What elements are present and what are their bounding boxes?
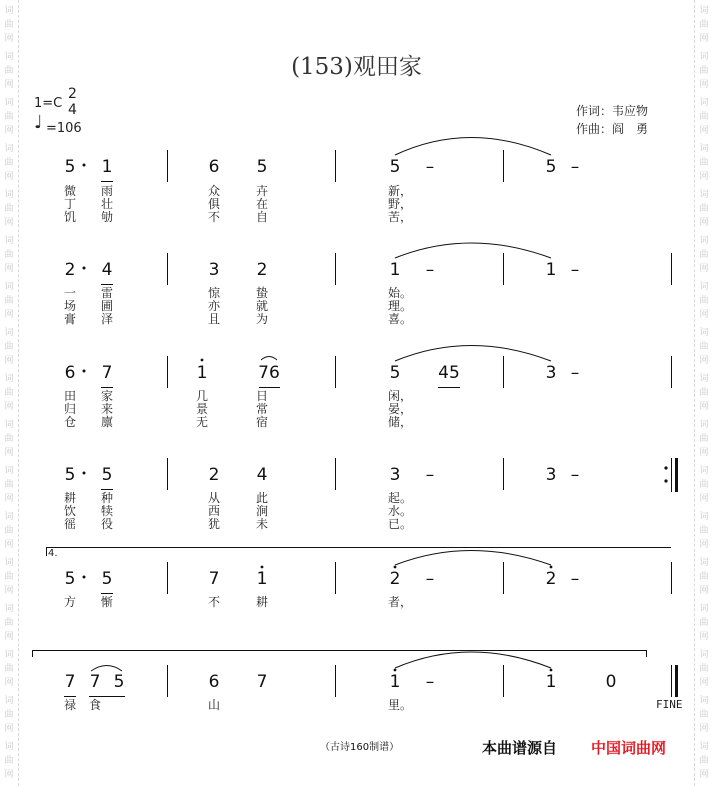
watermark-glyph: 网 — [4, 264, 14, 274]
lyric: 日 — [255, 389, 269, 403]
watermark-glyph: 网 — [4, 448, 14, 458]
watermark-glyph: 曲 — [699, 112, 709, 122]
watermark-glyph: 曲 — [699, 572, 709, 582]
watermark-glyph: 网 — [4, 724, 14, 734]
lyric: 景 — [195, 402, 209, 416]
watermark-glyph: 曲 — [699, 388, 709, 398]
lyric: 不 — [207, 595, 221, 609]
dash: – — [425, 157, 435, 177]
lyric: 野， — [387, 197, 413, 211]
watermark-glyph: 网 — [699, 678, 709, 688]
note: 5 — [256, 157, 268, 177]
watermark-glyph: 词 — [4, 742, 14, 752]
composer-credit: 作曲：阎 勇 — [576, 122, 649, 136]
watermark-glyph: 网 — [699, 34, 709, 44]
note: 5 — [113, 672, 125, 692]
lyric: 无 — [195, 415, 209, 429]
lyric: 惊 — [207, 286, 221, 300]
lyric: 食 — [88, 698, 102, 712]
note: 45 — [438, 363, 460, 383]
watermark-glyph: 词 — [4, 6, 14, 16]
watermark-glyph: 曲 — [4, 572, 14, 582]
lyric: 且 — [207, 312, 221, 326]
octave-dot — [261, 566, 264, 569]
note: 1 — [389, 260, 401, 280]
watermark-glyph: 曲 — [4, 710, 14, 720]
note: 1 — [389, 672, 401, 692]
lyric: 耕 — [63, 491, 77, 505]
note: 1 — [545, 260, 557, 280]
octave-dot — [550, 669, 553, 672]
watermark-glyph: 网 — [699, 172, 709, 182]
note: 3 — [389, 465, 401, 485]
watermark-glyph: 词 — [699, 236, 709, 246]
watermark-glyph: 曲 — [699, 434, 709, 444]
note: 76 — [258, 363, 280, 383]
watermark-glyph: 词 — [699, 6, 709, 16]
note: 5 — [64, 569, 76, 589]
watermark-glyph: 网 — [4, 218, 14, 228]
lyric: 壮 — [100, 197, 114, 211]
octave-dot — [394, 669, 397, 672]
arrangement-note: （古诗160制谱） — [320, 742, 400, 753]
time-signature-top: 2 — [68, 86, 77, 102]
lyric: 役 — [100, 517, 114, 531]
watermark-glyph: 词 — [4, 374, 14, 384]
watermark-glyph: 词 — [4, 604, 14, 614]
watermark-glyph: 词 — [4, 236, 14, 246]
watermark-glyph: 曲 — [4, 480, 14, 490]
note: 2 — [64, 260, 76, 280]
watermark-glyph: 网 — [4, 586, 14, 596]
watermark-glyph: 曲 — [4, 204, 14, 214]
note: 3 — [545, 363, 557, 383]
watermark-glyph: 词 — [4, 420, 14, 430]
watermark-glyph: 网 — [699, 448, 709, 458]
lyric: 圃 — [100, 299, 114, 313]
watermark-glyph: 网 — [4, 770, 14, 780]
octave-dot — [394, 566, 397, 569]
note: 5 — [64, 465, 76, 485]
lyric: 新， — [387, 184, 413, 198]
watermark-glyph: 曲 — [699, 296, 709, 306]
lyric: 在 — [255, 197, 269, 211]
watermark-glyph: 词 — [4, 558, 14, 568]
watermark-glyph: 词 — [4, 52, 14, 62]
lyric: 始。 — [387, 286, 413, 300]
lyric: 西 — [207, 504, 221, 518]
note: 2 — [208, 465, 220, 485]
rhythm-dot — [83, 576, 86, 579]
note: 5 — [64, 157, 76, 177]
watermark-glyph: 词 — [699, 98, 709, 108]
note: 2 — [545, 569, 557, 589]
note: 1 — [256, 569, 268, 589]
lyricist-credit: 作词：韦应物 — [576, 104, 649, 118]
rest: 0 — [605, 672, 617, 692]
lyric: 蛰 — [255, 286, 269, 300]
lyric: 已。 — [387, 517, 413, 531]
watermark-glyph: 网 — [4, 172, 14, 182]
lyric: 储， — [387, 415, 413, 429]
watermark-glyph: 词 — [699, 190, 709, 200]
watermark-glyph: 词 — [4, 328, 14, 338]
lyric: 几 — [195, 389, 209, 403]
watermark-glyph: 网 — [699, 402, 709, 412]
rhythm-dot — [83, 472, 86, 475]
watermark-glyph: 曲 — [4, 66, 14, 76]
lyric: 廪 — [100, 415, 114, 429]
watermark-glyph: 词 — [699, 466, 709, 476]
watermark-glyph: 曲 — [699, 250, 709, 260]
lyric: 方 — [63, 595, 77, 609]
dash: – — [425, 465, 435, 485]
slur — [91, 666, 122, 672]
lyric: 里。 — [387, 698, 413, 712]
dash: – — [425, 260, 435, 280]
dash: – — [570, 569, 580, 589]
watermark-glyph: 词 — [699, 52, 709, 62]
octave-dot — [201, 359, 204, 362]
watermark-glyph: 曲 — [699, 20, 709, 30]
watermark-glyph: 词 — [699, 512, 709, 522]
lyric: 常 — [255, 402, 269, 416]
tie — [395, 138, 551, 156]
watermark-glyph: 词 — [699, 282, 709, 292]
lyric: 从 — [207, 491, 221, 505]
lyric: 雨 — [100, 184, 114, 198]
watermark-glyph: 网 — [699, 586, 709, 596]
watermark-glyph: 曲 — [699, 710, 709, 720]
note: 1 — [101, 157, 113, 177]
rhythm-dot — [83, 164, 86, 167]
watermark-glyph: 词 — [699, 696, 709, 706]
watermark-glyph: 曲 — [699, 526, 709, 536]
watermark-glyph: 曲 — [699, 66, 709, 76]
watermark-glyph: 曲 — [4, 250, 14, 260]
note: 3 — [208, 260, 220, 280]
watermark-glyph: 词 — [699, 374, 709, 384]
watermark-glyph: 网 — [699, 264, 709, 274]
lyric: 不 — [207, 210, 221, 224]
dash: – — [570, 157, 580, 177]
watermark-glyph: 网 — [699, 632, 709, 642]
lyric: 此 — [255, 491, 269, 505]
note: 7 — [101, 363, 113, 383]
lyric: 起。 — [387, 491, 413, 505]
lyric: 苦， — [387, 210, 413, 224]
watermark-glyph: 曲 — [699, 480, 709, 490]
watermark-glyph: 曲 — [699, 158, 709, 168]
note: 1 — [545, 672, 557, 692]
lyric: 惭 — [100, 595, 114, 609]
watermark-glyph: 词 — [699, 742, 709, 752]
note: 5 — [389, 157, 401, 177]
watermark-glyph: 网 — [4, 402, 14, 412]
final-barline-thick — [675, 665, 678, 697]
lyric: 为 — [255, 312, 269, 326]
lyric: 饥 — [63, 210, 77, 224]
slur — [395, 346, 551, 362]
tempo-marking: =106 — [46, 121, 82, 136]
watermark-glyph: 曲 — [4, 296, 14, 306]
lyric: 种 — [100, 491, 114, 505]
rhythm-dot — [83, 267, 86, 270]
note: 4 — [101, 260, 113, 280]
watermark-glyph: 曲 — [4, 756, 14, 766]
dash: – — [425, 569, 435, 589]
watermark-glyph: 词 — [699, 650, 709, 660]
fine-marking: FINE — [656, 698, 683, 711]
dash: – — [570, 363, 580, 383]
lyric: 归 — [63, 402, 77, 416]
song-title: (153)观田家 — [291, 54, 422, 80]
lyric: 来 — [100, 402, 114, 416]
watermark-glyph: 曲 — [699, 618, 709, 628]
key-signature: 1=C — [34, 96, 63, 111]
watermark-glyph: 词 — [4, 512, 14, 522]
watermark-glyph: 网 — [4, 540, 14, 550]
lyric: 卉 — [255, 184, 269, 198]
watermark-glyph: 词 — [4, 98, 14, 108]
rhythm-dot — [83, 370, 86, 373]
lyric: 丁 — [63, 197, 77, 211]
watermark-glyph: 网 — [4, 632, 14, 642]
tie — [395, 243, 551, 258]
watermark-glyph: 网 — [699, 770, 709, 780]
note: 5 — [545, 157, 557, 177]
source-label: 本曲谱源自 — [482, 739, 558, 757]
watermark-glyph: 网 — [699, 80, 709, 90]
watermark-glyph: 曲 — [4, 388, 14, 398]
watermark-glyph: 网 — [4, 80, 14, 90]
lyric: 微 — [63, 184, 77, 198]
watermark-glyph: 曲 — [699, 756, 709, 766]
note: 6 — [208, 157, 220, 177]
watermark-glyph: 网 — [699, 126, 709, 136]
lyric: 家 — [100, 389, 114, 403]
watermark-glyph: 网 — [4, 34, 14, 44]
source-site-link[interactable]: 中国词曲网 — [591, 739, 667, 757]
note: 5 — [101, 465, 113, 485]
lyric: 自 — [255, 210, 269, 224]
lyric: 场 — [63, 299, 77, 313]
lyric: 一 — [63, 286, 77, 300]
lyric: 劬 — [100, 210, 114, 224]
lyric: 俱 — [207, 197, 221, 211]
watermark-glyph: 曲 — [4, 342, 14, 352]
lyric: 水。 — [387, 504, 413, 518]
lyric: 理。 — [387, 299, 413, 313]
watermark-glyph: 网 — [4, 126, 14, 136]
repeat-dot — [664, 479, 667, 482]
lyric: 犊 — [100, 504, 114, 518]
lyric: 闲， — [387, 389, 413, 403]
watermark-glyph: 曲 — [4, 20, 14, 30]
lyric: 犹 — [207, 517, 221, 531]
watermark-glyph: 词 — [699, 420, 709, 430]
lyric: 亦 — [207, 299, 221, 313]
note: 7 — [64, 672, 76, 692]
lyric: 山 — [207, 698, 221, 712]
repeat-barline-thick — [675, 458, 678, 492]
dash: – — [570, 465, 580, 485]
lyric: 徭 — [63, 517, 77, 531]
lyric: 就 — [255, 299, 269, 313]
watermark-glyph: 词 — [4, 144, 14, 154]
slur — [261, 357, 277, 361]
watermark-glyph: 词 — [699, 328, 709, 338]
watermark-glyph: 曲 — [4, 664, 14, 674]
watermark-glyph: 网 — [699, 724, 709, 734]
lyric: 田 — [63, 389, 77, 403]
watermark-glyph: 网 — [699, 310, 709, 320]
note: 2 — [389, 569, 401, 589]
dash: – — [425, 672, 435, 692]
watermark-glyph: 网 — [699, 494, 709, 504]
lyric: 耕 — [255, 595, 269, 609]
watermark-glyph: 词 — [699, 144, 709, 154]
watermark-glyph: 曲 — [4, 526, 14, 536]
note: 6 — [208, 672, 220, 692]
watermark-glyph: 词 — [4, 466, 14, 476]
watermark-glyph: 网 — [4, 356, 14, 366]
note: 4 — [256, 465, 268, 485]
note: 7 — [256, 672, 268, 692]
lyric: 涧 — [255, 504, 269, 518]
watermark-glyph: 词 — [699, 558, 709, 568]
watermark-glyph: 词 — [4, 282, 14, 292]
octave-dot — [550, 566, 553, 569]
watermark-glyph: 曲 — [4, 618, 14, 628]
tie — [395, 652, 551, 668]
note: 7 — [89, 672, 101, 692]
volta-label: 4. — [48, 548, 58, 559]
watermark-glyph: 词 — [4, 190, 14, 200]
tie — [395, 551, 551, 566]
watermark-glyph: 网 — [4, 494, 14, 504]
lyric: 禄 — [63, 698, 77, 712]
note: 5 — [101, 569, 113, 589]
note: 5 — [389, 363, 401, 383]
lyric: 饮 — [63, 504, 77, 518]
lyric: 膏 — [63, 312, 77, 326]
watermark-glyph: 词 — [699, 604, 709, 614]
lyric: 喜。 — [387, 312, 413, 326]
lyric: 宿 — [255, 415, 269, 429]
note: 3 — [545, 465, 557, 485]
watermark-glyph: 曲 — [699, 204, 709, 214]
lyric: 泽 — [100, 312, 114, 326]
watermark-glyph: 曲 — [699, 664, 709, 674]
time-signature-bottom: 4 — [68, 102, 77, 118]
note: 2 — [256, 260, 268, 280]
watermark-glyph: 曲 — [699, 342, 709, 352]
note: 6 — [64, 363, 76, 383]
lyric: 者， — [387, 595, 413, 609]
lyric: 晏， — [387, 402, 413, 416]
quarter-note-icon: ♩ — [34, 112, 43, 133]
watermark-glyph: 曲 — [4, 158, 14, 168]
watermark-glyph: 网 — [699, 356, 709, 366]
watermark-glyph: 曲 — [4, 434, 14, 444]
note: 7 — [208, 569, 220, 589]
repeat-dot — [664, 466, 667, 469]
watermark-glyph: 词 — [4, 696, 14, 706]
lyric: 众 — [207, 184, 221, 198]
dash: – — [570, 260, 580, 280]
watermark-glyph: 曲 — [4, 112, 14, 122]
note: 1 — [196, 363, 208, 383]
lyric: 仓 — [63, 415, 77, 429]
watermark-glyph: 网 — [4, 310, 14, 320]
watermark-glyph: 网 — [4, 678, 14, 688]
watermark-glyph: 词 — [4, 650, 14, 660]
lyric: 雷 — [100, 286, 114, 300]
watermark-glyph: 网 — [699, 218, 709, 228]
watermark-glyph: 网 — [699, 540, 709, 550]
lyric: 未 — [255, 517, 269, 531]
